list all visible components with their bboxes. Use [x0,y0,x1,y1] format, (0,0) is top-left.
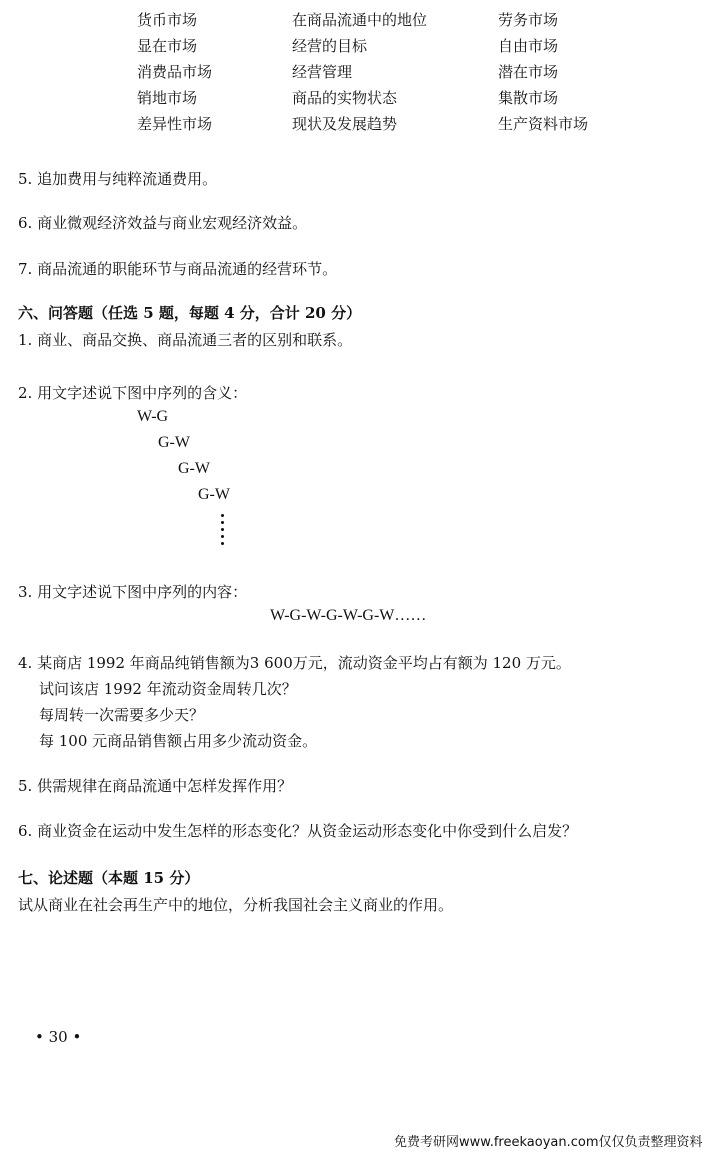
table-cell: 商品的实物状态 [292,89,398,107]
question-item: 3. 用文字述说下图中序列的内容： [18,583,248,601]
page-number: • 30 • [35,1028,82,1046]
question-item: 1. 商业、商品交换、商品流通三者的区别和联系。 [18,331,353,349]
question-item: 4. 某商店 1992 年商品纯销售额为3 600万元，流动资金平均占有额为 120 万元。 [18,654,571,672]
section-heading: 六、问答题（任选 5 题，每题 4 分，合计 20 分） [18,304,362,322]
question-subline: 每周转一次需要多少天？ [39,706,205,724]
question-item: 2. 用文字述说下图中序列的含义： [18,384,248,402]
question-item: 5. 追加费用与纯粹流通费用。 [18,170,218,188]
table-cell: 自由市场 [498,37,559,55]
table-cell: 经营的目标 [292,37,368,55]
table-cell: 现状及发展趋势 [292,115,398,133]
table-cell: 消费品市场 [137,63,213,81]
table-cell: 显在市场 [137,37,198,55]
question-subline: 每 100 元商品销售额占用多少流动资金。 [39,732,318,750]
sequence-line: G-W [158,434,190,451]
sequence-line: W-G-W-G-W-G-W…… [270,607,427,624]
table-cell: 销地市场 [137,89,198,107]
continuation-dots [221,514,225,548]
sequence-line: G-W [198,486,230,503]
question-item: 试从商业在社会再生产中的地位，分析我国社会主义商业的作用。 [18,896,454,914]
table-cell: 生产资料市场 [498,115,589,133]
table-cell: 经营管理 [292,63,353,81]
question-item: 7. 商品流通的职能环节与商品流通的经营环节。 [18,260,338,278]
table-cell: 集散市场 [498,89,559,107]
question-item: 5. 供需规律在商品流通中怎样发挥作用？ [18,777,293,795]
table-cell: 在商品流通中的地位 [292,11,428,29]
question-item: 6. 商业资金在运动中发生怎样的形态变化？从资金运动形态变化中你受到什么启发？ [18,822,578,840]
sequence-line: W-G [137,408,169,425]
watermark-text: 免费考研网www.freekaoyan.com仅仅负责整理资料 [394,1135,703,1150]
table-cell: 劳务市场 [498,11,559,29]
sequence-line: G-W [178,460,210,477]
table-cell: 潜在市场 [498,63,559,81]
table-cell: 差异性市场 [137,115,213,133]
table-cell: 货币市场 [137,11,198,29]
question-item: 6. 商业微观经济效益与商业宏观经济效益。 [18,214,308,232]
section-heading: 七、论述题（本题 15 分） [18,869,200,887]
question-subline: 试问该店 1992 年流动资金周转几次？ [39,680,297,698]
